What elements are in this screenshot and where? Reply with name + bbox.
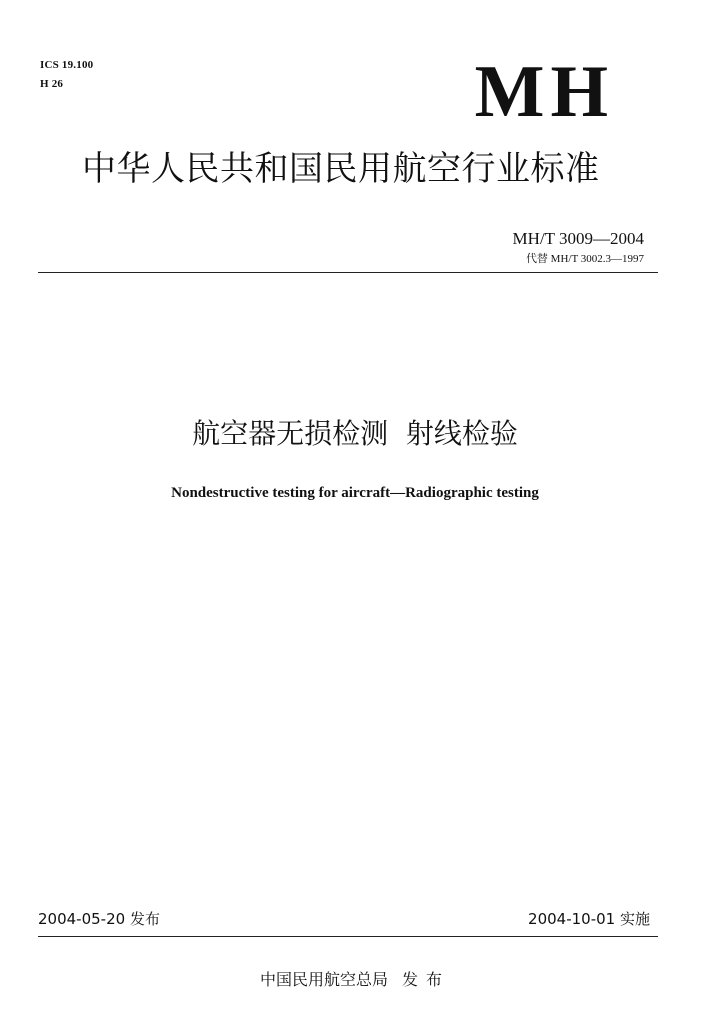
document-title-cn-part1: 航空器无损检测	[192, 417, 389, 450]
issuer-name: 中国民用航空总局	[259, 970, 388, 989]
document-title-cn-part2: 射线检验	[405, 417, 518, 450]
issue-date: 2004-05-20 发布	[38, 910, 160, 928]
issuer-action: 发布	[402, 970, 451, 989]
standard-code-block	[513, 228, 644, 268]
document-title-cn	[0, 414, 710, 454]
standard-title: 中华人民共和国民用航空行业标准	[82, 149, 600, 189]
standard-code: MH/T 3009—2004	[512, 229, 644, 248]
document-title-en: Nondestructive testing for aircraft—Radiographic testing	[171, 485, 539, 501]
header-divider	[38, 272, 658, 273]
ics-code: ICS 19.100	[40, 59, 94, 71]
issuer-line	[0, 968, 710, 992]
footer-divider	[38, 936, 658, 937]
brand-mark: MH	[474, 51, 614, 133]
replaces-note: 代替 MH/T 3002.3—1997	[525, 253, 644, 265]
effective-date: 2004-10-01 实施	[528, 910, 650, 928]
classification-block	[40, 56, 93, 94]
class-code: H 26	[40, 78, 64, 90]
